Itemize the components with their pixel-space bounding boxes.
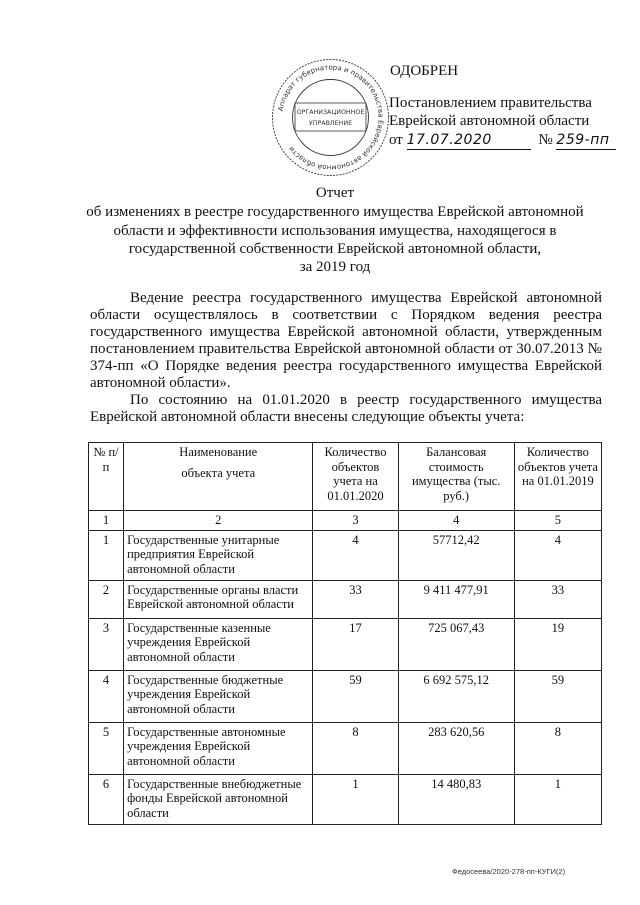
- row-balance: 283 620,56: [398, 722, 514, 774]
- organizational-department-stamp: [268, 55, 393, 180]
- index-cell: 2: [124, 511, 313, 531]
- row-qty: 1: [313, 774, 398, 824]
- handwritten-date: 17.07.2020: [406, 132, 492, 148]
- stamp-ring-text: Аппарат губернатора и правительства Еврейской автономной области: [276, 63, 385, 172]
- report-subtitle-line3: государственной собственности Еврейской автономной области,: [128, 241, 542, 257]
- table-header-row: [89, 443, 602, 511]
- row-qty: 8: [313, 722, 398, 774]
- paragraph-registry-procedure: Ведение реестра государственного имущества Еврейской автономной области осуществлялось в соответствии с Порядком ведения реестра государственного имущества Еврейской автономной области, утвержденным постановлением правительства Еврейской автономной области от 30.07.2013 № 374-пп «О Порядке ведения реестра государственного имущества Еврейской автономной области».: [90, 290, 602, 391]
- approval-label: ОДОБРЕН: [390, 63, 459, 79]
- document-footer-id: Федосеева/2020-278-пп-КУГИ(2): [452, 867, 566, 876]
- table-row: [89, 618, 602, 670]
- table-row: [89, 530, 602, 580]
- row-name: Государственные внебюджетные фонды Еврейской автономной области: [124, 774, 313, 824]
- index-cell: 4: [398, 511, 514, 531]
- header-qty-2019: Количество объектов учета на 01.01.2019: [514, 443, 601, 511]
- row-prev-qty: 59: [514, 670, 601, 722]
- row-prev-qty: 19: [514, 618, 601, 670]
- row-balance: 57712,42: [398, 530, 514, 580]
- table-row: [89, 774, 602, 824]
- table-row: [89, 670, 602, 722]
- row-prev-qty: 33: [514, 580, 601, 618]
- approval-line2: Еврейской автономной области: [389, 113, 590, 129]
- row-balance: 725 067,43: [398, 618, 514, 670]
- header-num: № п/п: [89, 443, 124, 511]
- date-prefix: от: [389, 132, 403, 148]
- report-subtitle-line4: за 2019 год: [299, 259, 371, 275]
- index-cell: 5: [514, 511, 601, 531]
- row-num: 3: [89, 618, 124, 670]
- index-cell: 1: [89, 511, 124, 531]
- report-title: Отчет: [315, 185, 355, 201]
- header-qty-2020: Количество объектов учета на 01.01.2020: [313, 443, 398, 511]
- row-balance: 14 480,83: [398, 774, 514, 824]
- handwritten-number: 259-пп: [556, 132, 610, 148]
- row-qty: 33: [313, 580, 398, 618]
- row-num: 4: [89, 670, 124, 722]
- header-balance: Балансовая стоимость имущества (тыс. руб.): [398, 443, 514, 511]
- report-subtitle-line1: об изменениях в реестре государственного имущества Еврейской автономной: [86, 204, 584, 220]
- row-qty: 17: [313, 618, 398, 670]
- report-subtitle-line2: области и эффективности использования имущества, находящегося в: [113, 223, 557, 239]
- index-cell: 3: [313, 511, 398, 531]
- registry-objects-table: [88, 442, 602, 825]
- row-prev-qty: 8: [514, 722, 601, 774]
- stamp-center-line1: ОРГАНИЗАЦИОННОЕ: [296, 109, 365, 116]
- approval-date-line: [389, 131, 616, 150]
- row-name: Государственные унитарные предприятия Еврейской автономной области: [124, 530, 313, 580]
- table-row: [89, 722, 602, 774]
- row-name: Государственные автономные учреждения Еврейской автономной области: [124, 722, 313, 774]
- row-name: Государственные бюджетные учреждения Еврейской автономной области: [124, 670, 313, 722]
- row-name: Государственные казенные учреждения Еврейской автономной области: [124, 618, 313, 670]
- row-balance: 9 411 477,91: [398, 580, 514, 618]
- stamp-center-line2: УПРАВЛЕНИЕ: [308, 120, 353, 127]
- row-balance: 6 692 575,12: [398, 670, 514, 722]
- row-num: 2: [89, 580, 124, 618]
- row-prev-qty: 4: [514, 530, 601, 580]
- row-num: 6: [89, 774, 124, 824]
- row-name: Государственные органы власти Еврейской автономной области: [124, 580, 313, 618]
- row-prev-qty: 1: [514, 774, 601, 824]
- row-qty: 4: [313, 530, 398, 580]
- table-row: [89, 580, 602, 618]
- row-num: 5: [89, 722, 124, 774]
- header-name: Наименование объекта учета: [124, 443, 313, 511]
- row-num: 1: [89, 530, 124, 580]
- row-qty: 59: [313, 670, 398, 722]
- paragraph-objects-intro: По состоянию на 01.01.2020 в реестр государственного имущества Еврейской автономной области внесены следующие объекты учета:: [90, 392, 602, 425]
- approval-line1: Постановлением правительства: [389, 95, 592, 111]
- number-prefix: №: [538, 132, 553, 148]
- table-index-row: [89, 511, 602, 531]
